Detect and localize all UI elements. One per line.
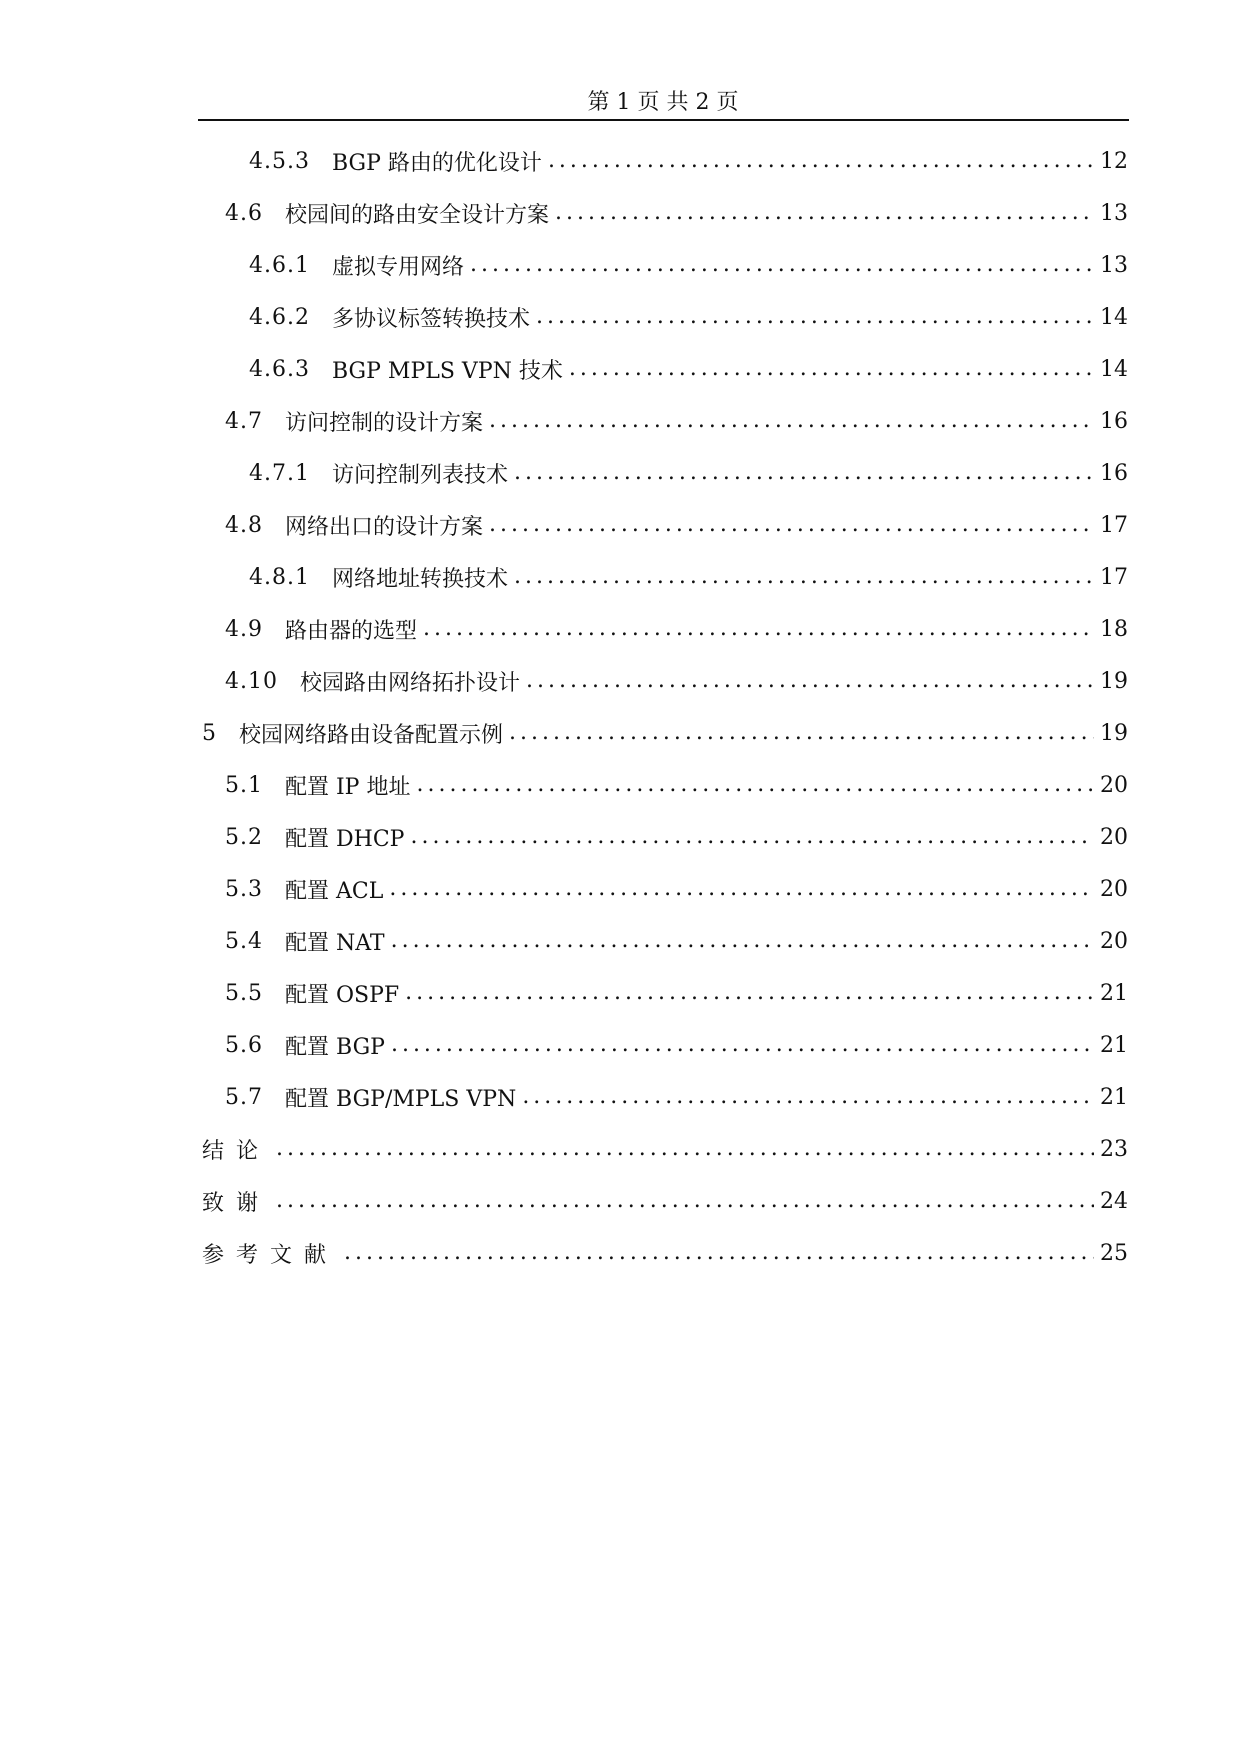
toc-entry-title: 配置 IP 地址 — [285, 774, 411, 800]
toc-entry-page: 16 — [1100, 460, 1128, 486]
toc-dot-leader — [522, 1086, 1094, 1108]
toc-entry[interactable] — [198, 863, 1128, 915]
toc-dot-leader — [569, 358, 1094, 380]
toc-entry-title: 校园间的路由安全设计方案 — [285, 202, 550, 228]
toc-dot-leader — [410, 826, 1094, 848]
toc-entry-number: 4.6.1 — [249, 252, 310, 278]
toc-entry-title: 参考文献 — [202, 1242, 339, 1268]
toc-entry-title: 网络出口的设计方案 — [285, 514, 484, 540]
toc-entry-page: 14 — [1100, 304, 1128, 330]
toc-entry-page: 21 — [1100, 1084, 1128, 1110]
toc-entry[interactable] — [198, 603, 1128, 655]
toc-dot-leader — [489, 514, 1094, 536]
toc-entry-page: 17 — [1100, 512, 1128, 538]
toc-entry-page: 20 — [1100, 772, 1128, 798]
toc-entry[interactable] — [198, 291, 1128, 343]
toc-entry-number: 4.6.3 — [249, 356, 310, 382]
toc-entry-page: 14 — [1100, 356, 1128, 382]
toc-entry-page: 19 — [1100, 720, 1128, 746]
toc-dot-leader — [514, 566, 1094, 588]
toc-entry-page: 21 — [1100, 980, 1128, 1006]
toc-entry[interactable] — [198, 967, 1128, 1019]
toc-entry-title: 结论 — [202, 1138, 271, 1164]
toc-dot-leader — [276, 1138, 1094, 1160]
toc-entry-title: 校园网络路由设备配置示例 — [239, 722, 504, 748]
toc-dot-leader — [391, 1034, 1094, 1056]
toc-dot-leader — [416, 774, 1094, 796]
toc-entry-number: 5.1 — [225, 772, 263, 798]
toc-entry-number: 5.7 — [225, 1084, 263, 1110]
toc-entry-number: 4.6.2 — [249, 304, 310, 330]
toc-entry-title: 校园路由网络拓扑设计 — [299, 670, 520, 696]
toc-entry-title: 路由器的选型 — [285, 618, 418, 644]
toc-entry-title: 访问控制的设计方案 — [285, 410, 484, 436]
toc-entry-number: 5.6 — [225, 1032, 263, 1058]
toc-entry-page: 18 — [1100, 616, 1128, 642]
toc-entry-number: 4.10 — [225, 668, 278, 694]
toc-dot-leader — [405, 982, 1094, 1004]
toc-entry-number: 4.5.3 — [249, 148, 310, 174]
toc-entry[interactable] — [198, 395, 1128, 447]
toc-entry[interactable] — [198, 1175, 1128, 1227]
toc-entry-title: 访问控制列表技术 — [331, 462, 508, 488]
toc-entry-number: 4.7 — [225, 408, 263, 434]
toc-entry[interactable] — [198, 1123, 1128, 1175]
toc-entry[interactable] — [198, 811, 1128, 863]
toc-entry[interactable] — [198, 551, 1128, 603]
toc-entry-title: BGP 路由的优化设计 — [331, 150, 542, 176]
toc-entry-title: 虚拟专用网络 — [331, 254, 464, 280]
toc-entry-title: 配置 BGP/MPLS VPN — [285, 1086, 517, 1112]
toc-dot-leader — [514, 462, 1094, 484]
toc-entry[interactable] — [198, 1019, 1128, 1071]
toc-dot-leader — [509, 722, 1094, 744]
toc-dot-leader — [470, 254, 1094, 276]
toc-entry-title: 网络地址转换技术 — [331, 566, 508, 592]
toc-entry-title: 配置 DHCP — [285, 826, 405, 852]
toc-dot-leader — [548, 150, 1094, 172]
table-of-contents — [198, 135, 1128, 1279]
toc-entry-number: 5.5 — [225, 980, 263, 1006]
toc-entry-page: 23 — [1100, 1136, 1128, 1162]
toc-entry[interactable] — [198, 707, 1128, 759]
toc-entry-number: 5.4 — [225, 928, 263, 954]
toc-dot-leader — [526, 670, 1094, 692]
header-divider — [198, 119, 1129, 121]
toc-entry[interactable] — [198, 1227, 1128, 1279]
toc-entry-page: 16 — [1100, 408, 1128, 434]
page-header — [198, 88, 1128, 118]
toc-entry-page: 12 — [1100, 148, 1128, 174]
toc-entry-page: 17 — [1100, 564, 1128, 590]
toc-entry-title: BGP MPLS VPN 技术 — [331, 358, 563, 384]
toc-entry-page: 13 — [1100, 200, 1128, 226]
toc-entry-page: 20 — [1100, 824, 1128, 850]
toc-entry-number: 4.8 — [225, 512, 263, 538]
toc-entry-title: 多协议标签转换技术 — [331, 306, 530, 332]
toc-dot-leader — [391, 930, 1094, 952]
toc-entry-title: 致谢 — [202, 1190, 271, 1216]
toc-entry[interactable] — [198, 915, 1128, 967]
toc-dot-leader — [389, 878, 1094, 900]
toc-entry-number: 4.7.1 — [249, 460, 310, 486]
toc-entry-number: 4.9 — [225, 616, 263, 642]
toc-dot-leader — [536, 306, 1094, 328]
toc-entry-page: 19 — [1100, 668, 1128, 694]
toc-dot-leader — [489, 410, 1094, 432]
toc-entry-number: 5.3 — [225, 876, 263, 902]
toc-entry[interactable] — [198, 135, 1128, 187]
toc-entry[interactable] — [198, 759, 1128, 811]
toc-dot-leader — [555, 202, 1094, 224]
toc-entry[interactable] — [198, 343, 1128, 395]
toc-entry-number: 5.2 — [225, 824, 263, 850]
toc-entry-page: 20 — [1100, 876, 1128, 902]
toc-dot-leader — [423, 618, 1094, 640]
toc-entry-page: 24 — [1100, 1188, 1128, 1214]
toc-entry[interactable] — [198, 1071, 1128, 1123]
toc-entry-number: 5 — [202, 720, 217, 746]
toc-entry-page: 20 — [1100, 928, 1128, 954]
toc-entry-number: 4.8.1 — [249, 564, 310, 590]
toc-entry[interactable] — [198, 239, 1128, 291]
toc-entry[interactable] — [198, 499, 1128, 551]
toc-entry-page: 21 — [1100, 1032, 1128, 1058]
toc-entry-title: 配置 BGP — [285, 1034, 385, 1060]
toc-entry-number: 4.6 — [225, 200, 263, 226]
page-number-label: 第 1 页 共 2 页 — [587, 90, 739, 115]
toc-entry-page: 13 — [1100, 252, 1128, 278]
toc-dot-leader — [344, 1242, 1094, 1264]
toc-entry-title: 配置 ACL — [285, 878, 384, 904]
toc-entry[interactable] — [198, 655, 1128, 707]
toc-dot-leader — [276, 1190, 1094, 1212]
toc-entry[interactable] — [198, 447, 1128, 499]
toc-entry-title: 配置 OSPF — [285, 982, 400, 1008]
toc-entry-title: 配置 NAT — [285, 930, 385, 956]
toc-entry-page: 25 — [1100, 1240, 1128, 1266]
toc-entry[interactable] — [198, 187, 1128, 239]
